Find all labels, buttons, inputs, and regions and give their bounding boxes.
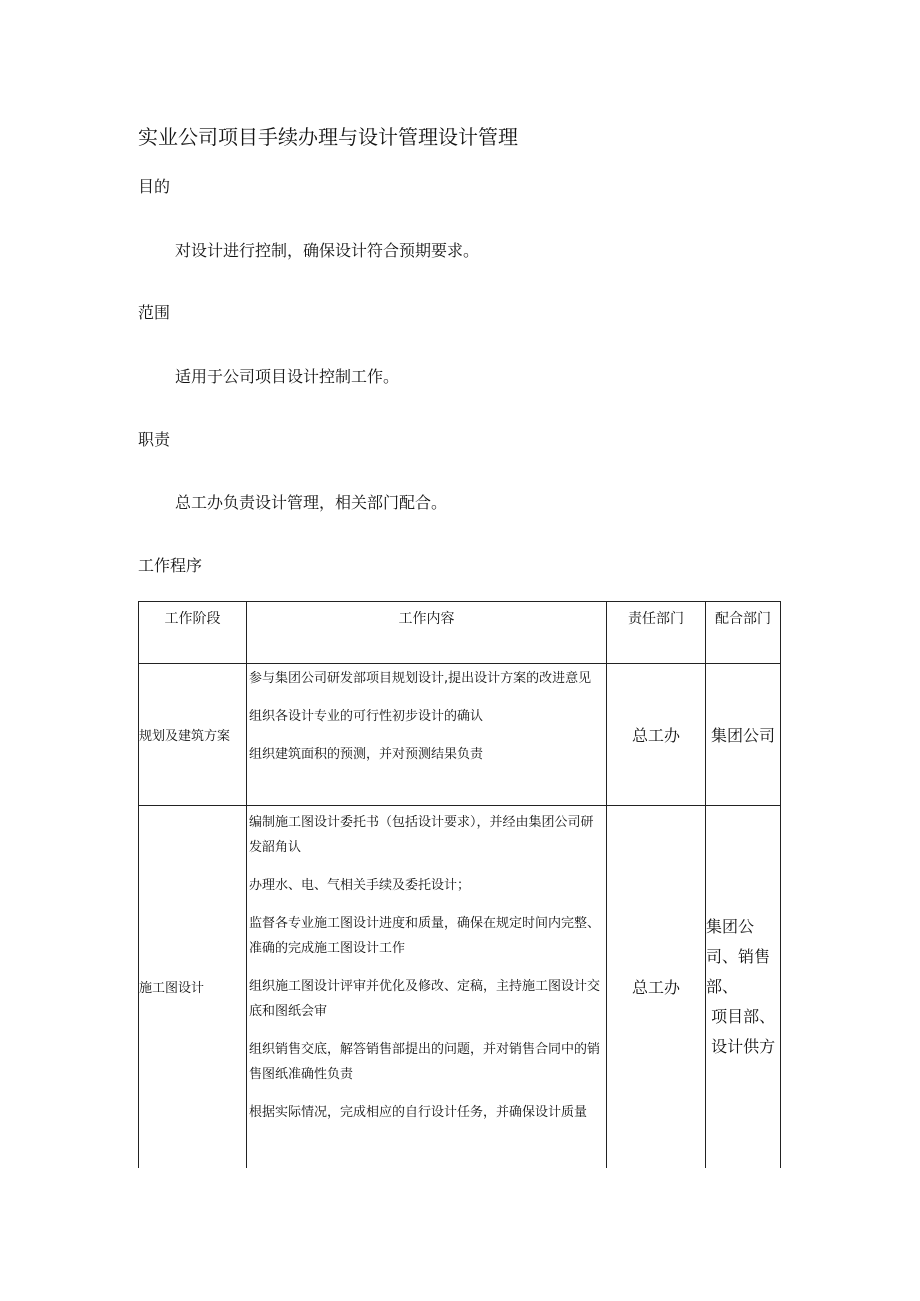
cooperating-cell (706, 806, 781, 1168)
table-header-row (139, 602, 781, 664)
table-row (139, 806, 781, 1168)
cooperating-line: 部、 (706, 976, 739, 996)
section-heading-scope: 范围 (138, 303, 171, 322)
header-stage: 工作阶段 (139, 602, 247, 664)
section-heading-purpose: 目的 (138, 177, 171, 196)
section-body-purpose: 对设计进行控制，确保设计符合预期要求。 (175, 241, 480, 260)
responsible-cell: 总工办 (607, 806, 706, 1168)
content-item: 监督各专业施工图设计进度和质量，确保在规定时间内完整、准确的完成施工图设计工作 (249, 916, 601, 956)
content-item: 组织销售交底，解答销售部提出的问题，并对销售合同中的销售图纸准确性负责 (249, 1042, 601, 1082)
responsible-cell: 总工办 (607, 664, 706, 806)
content-item: 编制施工图设计委托书（包括设计要求），并经由集团公司研发韶角认 (249, 815, 594, 855)
table-row (139, 664, 781, 806)
stage-cell: 规划及建筑方案 (139, 664, 247, 806)
section-body-scope: 适用于公司项目设计控制工作。 (175, 367, 400, 386)
section-heading-responsibility: 职责 (138, 430, 171, 449)
cooperating-line: 集团公 (706, 916, 755, 936)
content-item: 组织建筑面积的预测，并对预测结果负责 (249, 747, 484, 762)
document-title: 实业公司项目手续办理与设计管理设计管理 (138, 125, 518, 149)
content-cell (247, 664, 607, 806)
procedure-table (138, 601, 781, 1168)
cooperating-cell: 集团公司 (706, 664, 781, 806)
content-cell (247, 806, 607, 1168)
header-responsible: 责任部门 (607, 602, 706, 664)
content-item: 组织施工图设计评审并优化及修改、定稿，主持施工图设计交底和图纸会审 (249, 979, 601, 1019)
section-body-responsibility: 总工办负责设计管理，相关部门配合。 (175, 493, 448, 512)
section-heading-procedure: 工作程序 (138, 556, 203, 575)
cooperating-line: 设计供方 (706, 1036, 776, 1056)
content-item: 办理水、电、气相关手续及委托设计； (249, 878, 471, 893)
content-item: 根据实际情况，完成相应的自行设计任务，并确保设计质量 (249, 1105, 588, 1120)
content-item: 参与集团公司研发部项目规划设计,提出设计方案的改进意见 (249, 671, 592, 686)
header-content: 工作内容 (247, 602, 607, 664)
cooperating-line: 项目部、 (706, 1006, 776, 1026)
cooperating-line: 司、销售 (706, 946, 771, 966)
header-cooperating: 配合部门 (706, 602, 781, 664)
content-item: 组织各设计专业的可行性初步设计的确认 (249, 709, 484, 724)
stage-cell: 施工图设计 (139, 806, 247, 1168)
